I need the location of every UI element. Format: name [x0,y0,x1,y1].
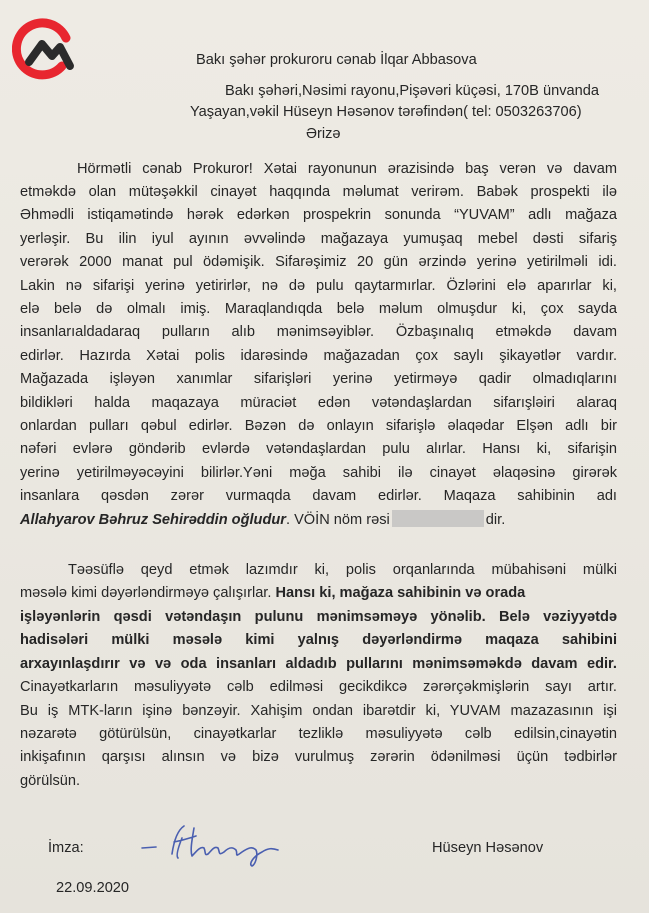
body-line: yerinə yetirilməyəcəyini bilirlər.Yəni məğa sahibi ilə cinayət əlaqəsinə girərək [20,465,617,481]
body-line: nəzarətə götürülsün, cinayətkarlar tezliklə məsuliyyətə cəlb edilsin,cinayətin [20,726,617,742]
body-line-bold: hadisələri mülki məsələ kimi yalnış dəyərləndirmə maqaza sahibini [20,632,617,648]
body-line: Mağazada işləyən xanımlar sifarişləri yerinə yetirməyə qadir olmadıqlarını [20,371,617,387]
body-line: yerləşir. Bu ilin iyul ayının əvvəlində mağazaya yumuşaq mebel dəsti sifariş [20,231,617,247]
body-line-bold: işləyənlərin qəsdi vətəndaşın pulunu mənimsəməyə yönəlib. Belə vəziyyətdə [20,609,617,625]
body-line: insanlarıaldadaraq pulların alıb mənimsəyiblər. Özbaşınalıq etməkdə davam [20,324,617,340]
redacted-tax-id [392,510,484,527]
body-line: Cinayətkarların məsuliyyətə cəlb edilməsi gecikdikcə zərərçəkmişlərin sayı artır. [20,679,617,695]
body-line: nəfəri evlərə göndərib evlərdə vətəndaşlardan pulu alırlar. Hansı ki, sifarişin [20,441,617,457]
body-line: insanlara qəsdən zərər vurmaqda davam edirlər. Maqaza sahibinin adı [20,488,617,504]
body-line-bold: arxayınlaşdırır və və oda insanları aldadıb pullarını mənimsəməkdə davam edir. [20,656,617,672]
tax-id-label: . VÖİN nöm rəsi [285,512,390,528]
owner-name: Allahyarov Bəhruz Sehirəddin oğludur [20,512,286,528]
body-line: onlardan pulları qəbul edirlər. Bəzən də onlayın sifarişlə əlaqədar Elşən adlı bir [20,418,617,434]
body-line: verərək 2000 manat pul ödəmişik. Sifarəşimiz 20 gün ərzində yerinə yetirilməli idi. [20,254,617,270]
tax-id-suffix: dir. [485,512,506,528]
body-line: Hörmətli cənab Prokuror! Xətai rayonunun ərazisində baş verən və davam [77,161,617,177]
body-line: Bu iş MTK-ların işinə bənzəyir. Xahişim ondan ibarətdir ki, YUVAM mazazasının işi [20,703,617,719]
body-line: inkişafının qarşısı alınsın və bizə vurulmuş zərərin ödənilməsi üçün tədbirlər [20,749,617,765]
body-line: etməkdə olan mütəşəkkil cinayət haqqında məlumat verirəm. Babək prospekti ilə [20,184,617,200]
sender-address: Bakı şəhəri,Nəsimi rayonu,Pişəvəri küçəsi, 170B ünvanda [225,83,599,99]
body-line: görülsün. [20,773,81,789]
body-line: bildikləri halda maqazaya müraciət edən vətəndaşlardan sifarışləiri alaraq [20,395,617,411]
sender-name: Yaşayan,vəkil Hüseyn Həsənov tərəfindən( tel: 0503263706) [190,104,582,120]
handwritten-signature-icon [138,818,328,868]
body-line: Təəsüflə qeyd etmək lazımdır ki, polis orqanlarında mübahisəni mülki [68,562,617,578]
body-line: Əhmədli istiqamətində hərək edərkən prospekrin sonunda “YUVAM” adlı mağaza [20,207,617,223]
date: 22.09.2020 [56,880,130,896]
addressee: Bakı şəhər prokuroru cənab İlqar Abbasova [196,52,477,68]
highlight-text: Hansı ki, mağaza sahibinin və orada [275,585,526,601]
document-type: Ərizə [306,126,341,142]
signature-label: İmza: [48,840,84,856]
logo-icon [12,14,80,82]
body-line: edirlər. Hazırda Xətai polis idarəsində mağazadan çox saylı şikayətlər vardır. [20,348,617,364]
body-line-owner [20,510,505,530]
signer-name: Hüseyn Həsənov [432,840,544,856]
body-line: məsələ kimi dəyərləndirməyə çalışırlar. Hansı ki, mağaza sahibinin və orada [20,585,526,601]
body-line: Lakin nə sifarişi yerinə yetirirlər, nə də pulu qaytarmırlar. Özlərini elə aparırlar ki, [20,278,617,294]
body-line: elə belə də olmalı imiş. Maraqlandıqda belə məlum olmuşdur ki, çox sayda [20,301,617,317]
